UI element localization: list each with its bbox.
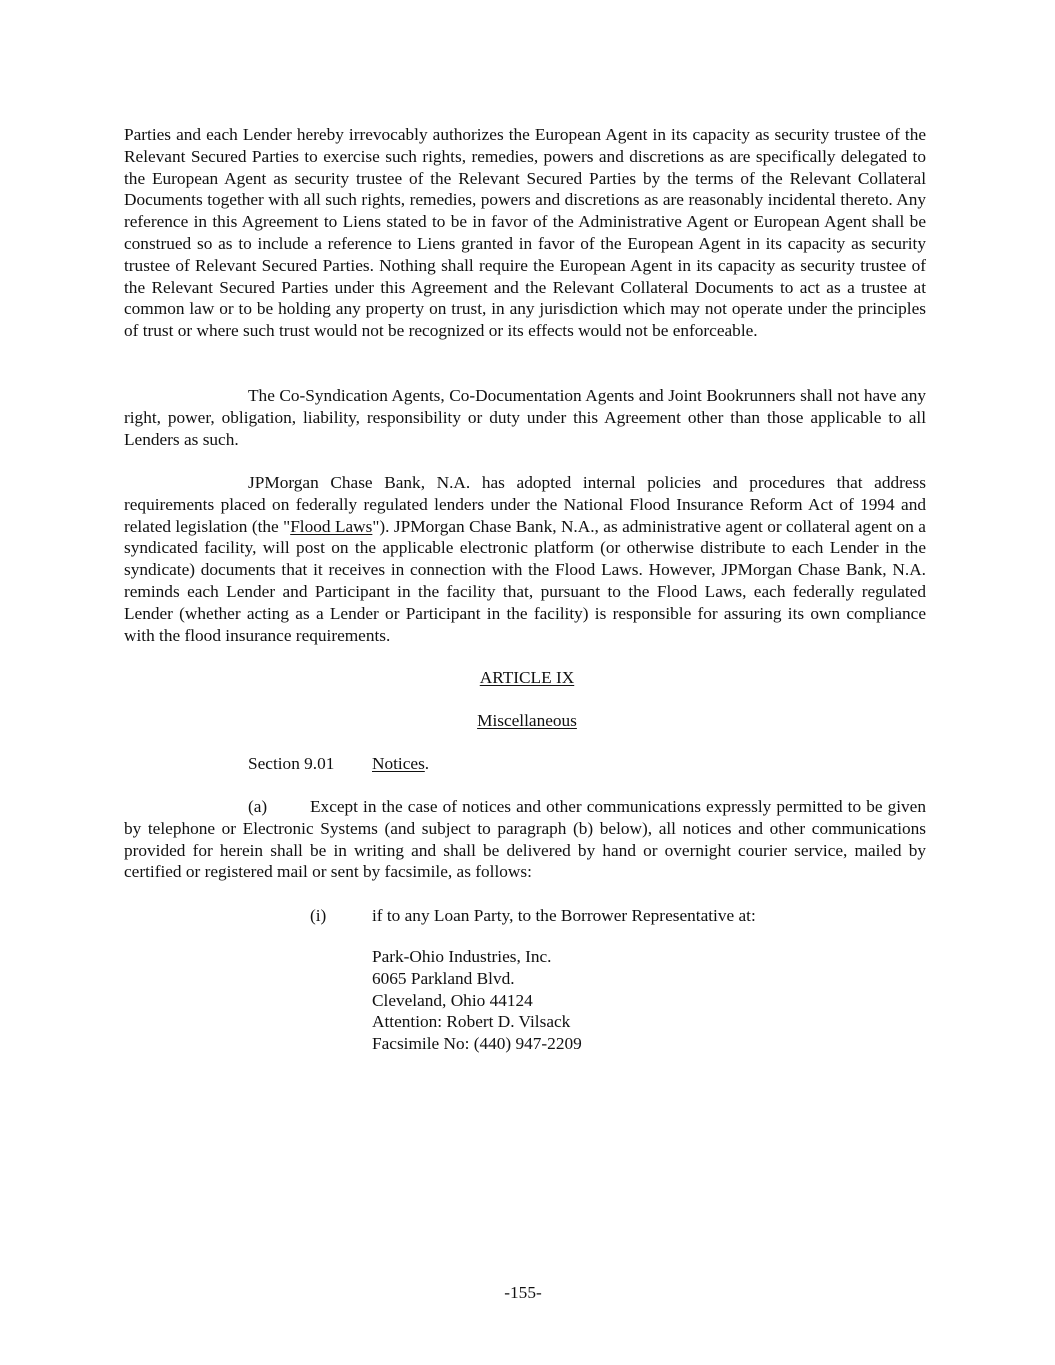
paragraph-a-label: (a) [248, 797, 268, 816]
address-facsimile: Facsimile No: (440) 947-2209 [372, 1034, 582, 1054]
paragraph-flood-laws [124, 472, 926, 646]
address-company: Park-Ohio Industries, Inc. [372, 947, 552, 966]
address-attention: Attention: Robert D. Vilsack [372, 1012, 571, 1032]
item-i-label: (i) [310, 906, 327, 925]
page-number: -155- [504, 1283, 542, 1302]
borrower-address-block [372, 946, 582, 1055]
article-heading-text: ARTICLE IX [479, 668, 575, 687]
paragraph-notices-a [124, 796, 926, 883]
flood-laws-defined-term: Flood Laws [290, 516, 373, 536]
article-subtitle-text: Miscellaneous [477, 711, 577, 730]
flood-laws-text-before: JPMorgan Chase Bank, N.A. has adopted internal policies and procedures that address requirements placed on federally regulated lenders under the National Flood Insurance Reform Act of 1994 and related legislation (the " [124, 473, 926, 536]
paragraph-european-agent-security-trustee: Parties and each Lender hereby irrevocably authorizes the European Agent in its capacity as security trustee of the Relevant Secured Parties to exercise such rights, remedies, powers and discretions as are specifically delegated to the European Agent as security trustee of the Relevant Secured Parties by the terms of the Relevant Collateral Documents together with all such rights, remedies, powers and discretions as are reasonably incidental thereto. Any reference in this Agreement to Liens stated to be in favor of the Administrative Agent or European Agent shall be construed so as to include a reference to Liens granted in favor of the European Agent in its capacity as security trustee of Relevant Secured Parties. Nothing shall require the European Agent in its capacity as security trustee of the Relevant Secured Parties under this Agreement and the Relevant Collateral Documents to act as a trustee at common law or to be holding any property on trust, in any jurisdiction which may not operate under the principles of trust or where such trust would not be recognized or its effects would not be enforceable. [124, 125, 926, 341]
article-heading [124, 667, 930, 689]
section-number: Section 9.01 [248, 754, 335, 773]
article-subtitle [124, 710, 930, 732]
paragraph-a-text: Except in the case of notices and other communications expressly permitted to be given by telephone or Electronic Systems (and subject to paragraph (b) below), all notices and other communications provided for herein shall be in writing and shall be delivered by hand or overnight courier service, mailed by certified or registered mail or sent by facsimile, as follows: [124, 797, 926, 882]
paragraph-co-syndication-agents: The Co-Syndication Agents, Co-Documentation Agents and Joint Bookrunners shall not have any right, power, obligation, liability, responsibility or duty under this Agreement other than those applicable to all Lenders as such. [124, 386, 926, 449]
flood-laws-text-after: "). JPMorgan Chase Bank, N.A., as administrative agent or collateral agent on a syndicated facility, will post on the applicable electronic platform (or otherwise distribute to each Lender in the syndicate) documents that it receives in connection with the Flood Laws. However, JPMorgan Chase Bank, N.A. reminds each Lender and Participant in the facility that, pursuant to the Flood Laws, each federally regulated Lender (whether acting as a Lender or Participant in the facility) is responsible for assuring its own compliance with the flood insurance requirements. [124, 516, 926, 645]
section-title-text: Notices [372, 754, 425, 773]
address-street: 6065 Parkland Blvd. [372, 968, 515, 988]
item-i-text: if to any Loan Party, to the Borrower Representative at: [372, 906, 756, 925]
address-city: Cleveland, Ohio 44124 [372, 990, 533, 1010]
section-title-period: . [424, 754, 430, 773]
section-title [372, 753, 429, 775]
